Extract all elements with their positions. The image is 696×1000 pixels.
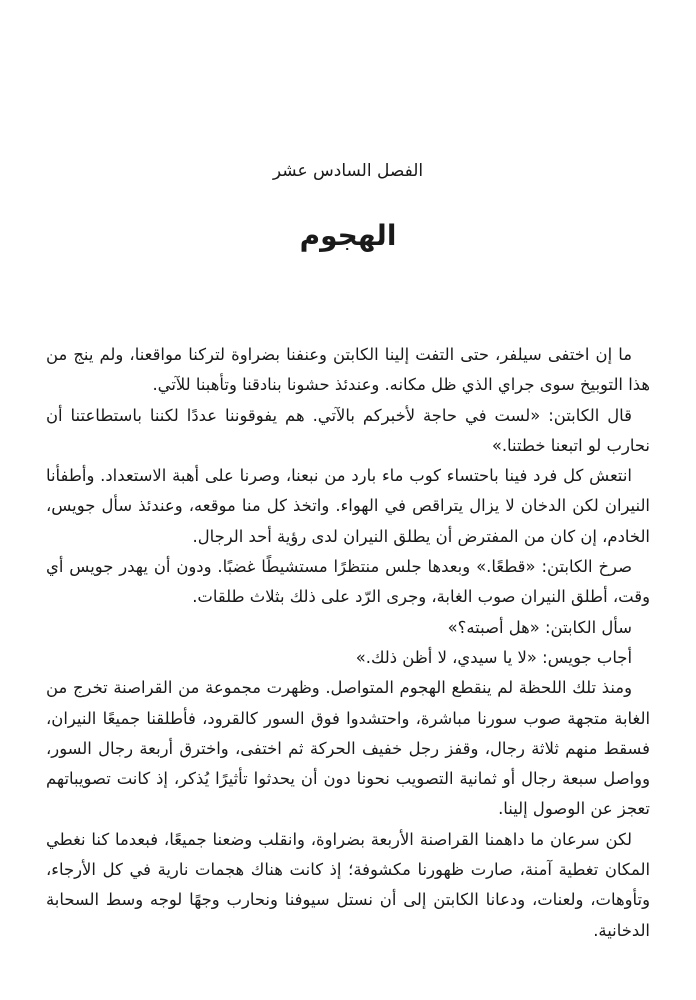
body-text [46,340,650,946]
paragraph: ما إن اختفى سيلفر، حتى التفت إلينا الكابتن وعنفنا بضراوة لتركنا مواقعنا، ولم ينج من هذا التوبيخ سوى جراي الذي ظل مكانه. وعندئذ حشونا بنادقنا وتأهبنا للآتي. [46,345,650,395]
chapter-title: الهجوم [299,219,397,252]
paragraph: قال الكابتن: «لست في حاجة لأخبركم بالآتي. هم يفوقوننا عددًا لكننا باستطاعتنا أن نحارب لو اتبعنا خطتنا.» [46,405,650,455]
paragraph: انتعش كل فرد فينا باحتساء كوب ماء بارد من نبعنا، وصرنا على أهبة الاستعداد. وأطفأنا النيران لكن الدخان لا يزال يتراقص في الهواء. واتخذ كل منا موقعه، وعندئذ سأل جويس، الخادم، إن كان من المفترض أن يطلق النيران لدى رؤية أحد الرجال. [46,466,650,546]
paragraph: سأل الكابتن: «هل أصبته؟» [447,617,632,637]
paragraph: صرخ الكابتن: «قطعًا.» وبعدها جلس منتظرًا مستشيطًا غضبًا. ودون أن يهدر جويس أي وقت، أطلق النيران صوب الغابة، وجرى الرّد على ذلك بثلاث طلقات. [46,557,650,607]
chapter-label: الفصل السادس عشر [272,161,424,181]
paragraph: ومنذ تلك اللحظة لم ينقطع الهجوم المتواصل. وظهرت مجموعة من القراصنة تخرج من الغابة متجهة صوب سورنا مباشرة، واحتشدوا فوق السور كالقرود، فأطلقنا جميعًا النيران، فسقط منهم ثلاثة رجال، وقفز رجل خفيف الحركة ثم اختفى، واخترق أربعة رجال السور، وواصل سبعة رجال أو ثمانية التصويب نحونا دون أن يحدثوا تأثيرًا يُذكر، إذ كانت تصويباتهم تعجز عن الوصول إلينا. [46,678,650,819]
paragraph: أجاب جويس: «لا يا سيدي، لا أظن ذلك.» [355,647,632,667]
paragraph: لكن سرعان ما داهمنا القراصنة الأربعة بضراوة، وانقلب وضعنا جميعًا، فبعدما كنا نغطي المكان تغطية آمنة، صارت ظهورنا مكشوفة؛ إذ كانت هناك هجمات نارية في كل الأرجاء، وتأوهات، ولعنات، ودعانا الكابتن إلى أن نستل سيوفنا ونحارب وجهًا لوجه وسط السحابة الدخانية. [46,829,650,940]
